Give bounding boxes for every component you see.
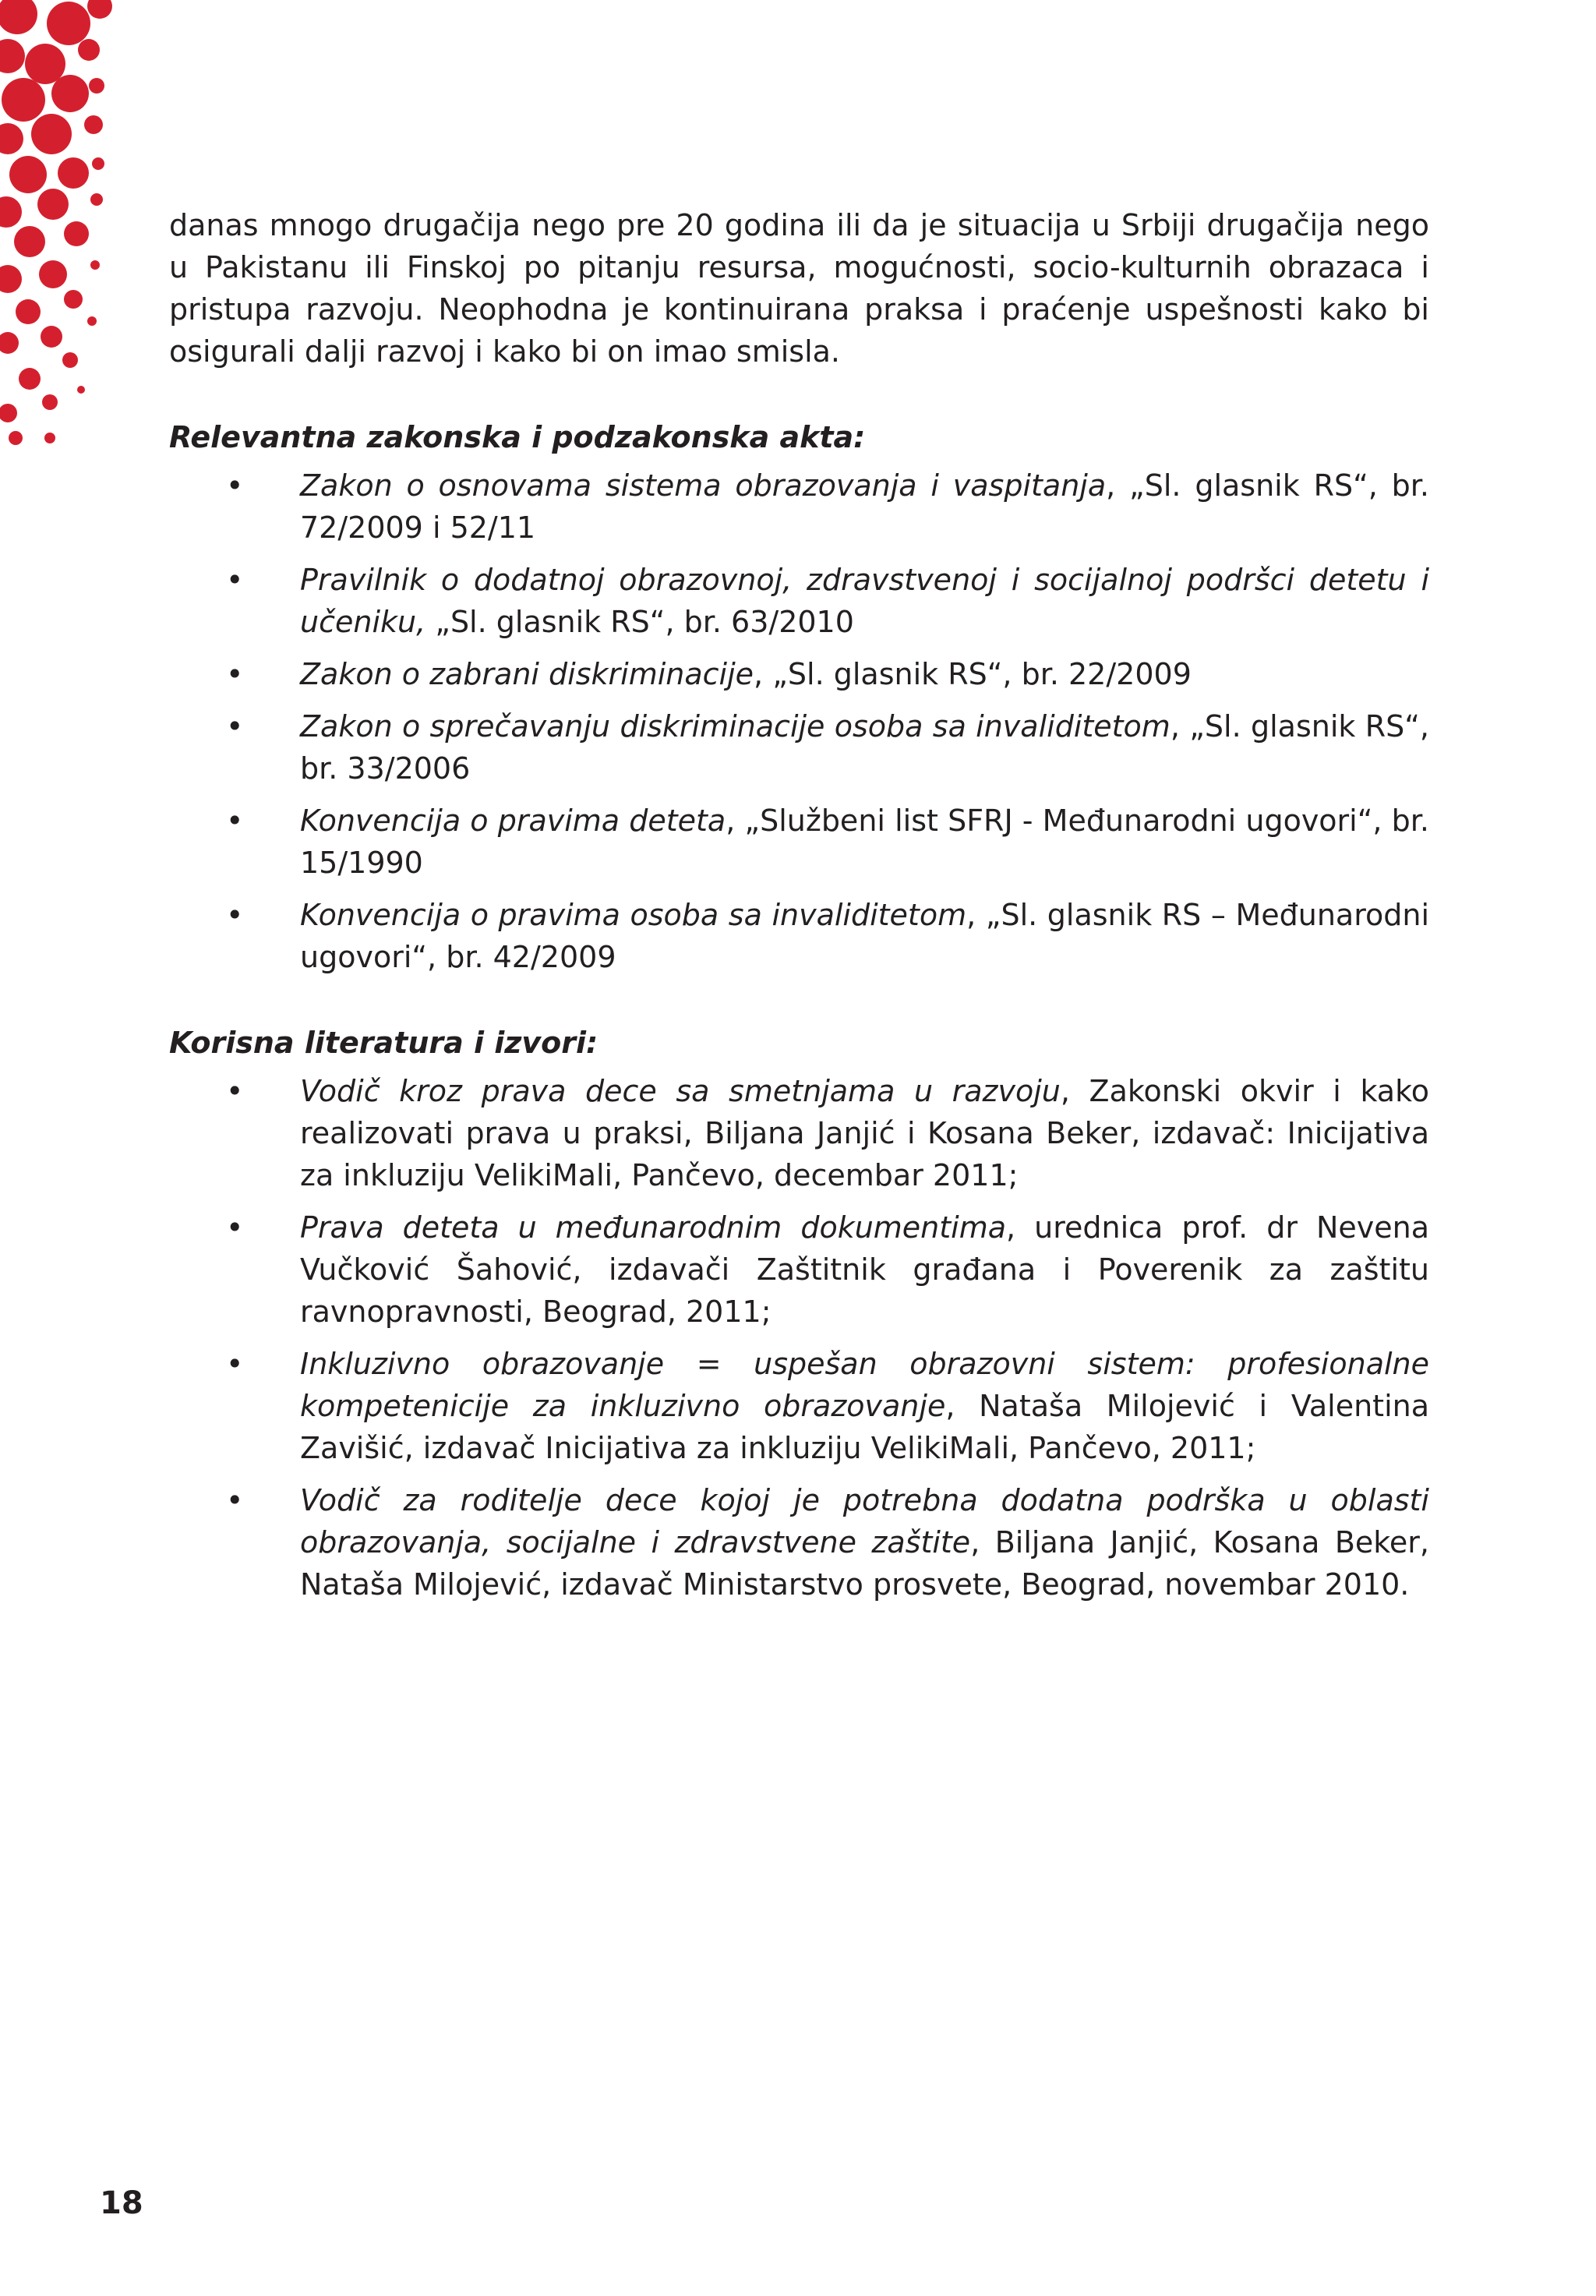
bullet: • [226,657,244,691]
item-title: Zakon o zabrani diskriminacije [300,657,754,691]
item-reference: , Nataša Milojević i Valentina Zavišić, izdavač Inicijativa za inkluziju VelikiMali, Pančevo, 2011; [300,1389,1429,1465]
item-reference: , urednica prof. dr Nevena Vučković Šahović, izdavači Zaštitnik građana i Poverenik za zaštitu ravnopravnosti, Beograd, 2011; [300,1210,1429,1329]
item-title: Vodič kroz prava dece sa smetnjama u razvoju [300,1074,1061,1108]
item-reference: , „Sl. glasnik RS“, br. 33/2006 [300,709,1429,786]
bullet: • [226,1074,244,1108]
bullet: • [226,1483,244,1517]
list-item [169,1070,1429,1196]
list-item [169,894,1429,978]
laws-list [169,464,1429,978]
item-reference: „Sl. glasnik RS“, br. 63/2010 [425,605,854,639]
bullet: • [226,563,244,597]
item-title: Inkluzivno obrazovanje = uspešan obrazovni sistem: profesionalne kompetenicije za inkluzivno obrazovanje [300,1347,1429,1423]
list-item [169,559,1429,643]
item-title: Konvencija o pravima deteta [300,804,726,838]
literature-heading: Korisna literatura i izvori: [169,1026,598,1060]
item-reference: , Zakonski okvir i kako realizovati prava u praksi, Biljana Janjić i Kosana Beker, izdavač: Inicijativa za inkluziju VelikiMali, Pančevo, decembar 2011; [300,1074,1429,1192]
bullet: • [226,804,244,838]
list-item [169,800,1429,884]
item-title: Vodič za roditelje dece kojoj je potrebna dodatna podrška u oblasti obrazovanja, socijalne i zdravstvene zaštite [300,1483,1429,1560]
list-item [169,653,1429,695]
bullet: • [226,1210,244,1245]
bullet: • [226,468,244,503]
list-item [169,464,1429,549]
item-title: Konvencija o pravima osoba sa invaliditetom [300,898,967,932]
item-reference: , „Sl. glasnik RS – Međunarodni ugovori“, br. 42/2009 [300,898,1429,974]
laws-heading: Relevantna zakonska i podzakonska akta: [169,420,866,454]
item-reference: , „Sl. glasnik RS“, br. 22/2009 [754,657,1192,691]
decorative-dots-pattern [0,0,140,468]
item-reference: , „Službeni list SFRJ - Međunarodni ugovori“, br. 15/1990 [300,804,1429,880]
item-title: Zakon o osnovama sistema obrazovanja i vaspitanja [300,468,1107,503]
page-body [169,204,1429,1616]
item-title: Prava deteta u međunarodnim dokumentima [300,1210,1007,1245]
bullet: • [226,898,244,932]
intro-paragraph: danas mnogo drugačija nego pre 20 godina ili da je situacija u Srbiji drugačija nego u Pakistanu ili Finskoj po pitanju resursa, mogućnosti, socio-kulturnih obrazaca i pristupa razvoju. Neophodna je kontinuirana praksa i praćenje uspešnosti kako bi osigurali dalji razvoj i kako bi on imao smisla. [169,208,1429,369]
item-reference: , „Sl. glasnik RS“, br. 72/2009 i 52/11 [300,468,1430,545]
list-item [169,1343,1429,1469]
list-item [169,1206,1429,1333]
literature-list [169,1070,1429,1605]
list-item [169,705,1429,789]
item-title: Pravilnik o dodatnoj obrazovnoj, zdravstvenoj i socijalnoj podršci detetu i učeniku, [300,563,1429,639]
bullet: • [226,709,244,744]
item-reference: , Biljana Janjić, Kosana Beker, Nataša Milojević, izdavač Ministarstvo prosvete, Beograd, novembar 2010. [300,1525,1429,1602]
item-title: Zakon o sprečavanju diskriminacije osoba sa invaliditetom [300,709,1171,744]
list-item [169,1479,1429,1605]
page-number: 18 [100,2185,143,2221]
bullet: • [226,1347,244,1381]
